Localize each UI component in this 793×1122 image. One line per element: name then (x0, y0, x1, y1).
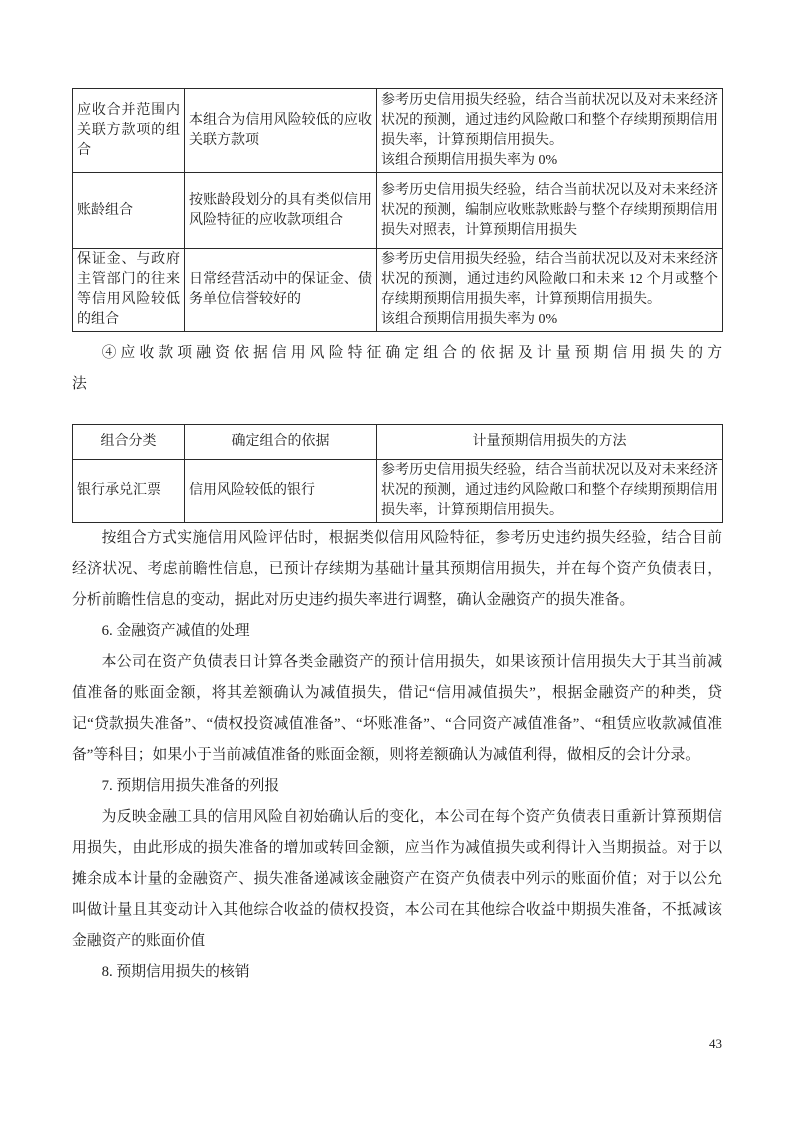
note4-line1: ④应收款项融资依据信用风险特征确定组合的依据及计量预期信用损失的方 (101, 345, 722, 361)
portfolio-basis-cell: 按账龄段划分的具有类似信用风险特征的应收款项组合 (185, 173, 377, 249)
method-note-text: 该组合预期信用损失率为 0% (381, 152, 558, 168)
portfolio-basis-cell: 信用风险较低的银行 (185, 460, 377, 523)
page-number: 43 (709, 1036, 722, 1051)
receivables-portfolio-table (72, 88, 723, 332)
note4-line2: 法 (72, 376, 87, 392)
method-text: 参考历史信用损失经验，结合当前状况以及对未来经济状况的预测，通过违约风险敞口和整个存续期预期信用损失率，计算预期信用损失。 (381, 92, 718, 148)
portfolio-name-cell: 银行承兑汇票 (73, 460, 185, 523)
method-text: 参考历史信用损失经验，结合当前状况以及对未来经济状况的预测，通过违约风险敞口和未来 12 个月或整个存续期预期信用损失率，计算预期信用损失。 (381, 252, 718, 307)
portfolio-basis-cell: 本组合为信用风险较低的应收关联方款项 (185, 89, 377, 173)
presentation-paragraph: 为反映金融工具的信用风险自初始确认后的变化，本公司在每个资产负债表日重新计算预期信用损失，由此形成的损失准备的增加或转回金额，应当作为减值损失或利得计入当期损益。对于以摊余成本计量的金融资产、损失准备递减该金融资产在资产负债表中列示的账面价值；对于以公允叫做计量且其变动计入其他综合收益的债权投资，本公司在其他综合收益中期损失准备，不抵减该金融资产的账面价值 (72, 809, 722, 949)
table-row-bank-acceptance (73, 460, 723, 523)
financing-portfolio-table (72, 424, 723, 523)
method-note-text: 该组合预期信用损失率为 0% (381, 312, 558, 327)
table-row-aging (73, 173, 723, 249)
portfolio-method-cell (377, 249, 723, 332)
portfolio-method-cell (377, 89, 723, 173)
portfolio-name-cell: 保证金、与政府主管部门的往来等信用风险较低的组合 (73, 249, 185, 332)
portfolio-name-cell: 账龄组合 (73, 173, 185, 249)
assessment-paragraph: 按组合方式实施信用风险评估时，根据类似信用风险特征，参考历史违约损失经验，结合目前经济状况、考虑前瞻性信息，已预计存续期为基础计量其预期信用损失，并在每个资产负债表日，分析前瞻性信息的变动，据此对历史违约损失率进行调整，确认金融资产的损失准备。 (72, 530, 722, 608)
portfolio-method-cell (377, 173, 723, 249)
method-text: 参考历史信用损失经验，结合当前状况以及对未来经济状况的预测，编制应收账款账龄与整个存续期预期信用损失对照表，计算预期信用损失 (381, 182, 718, 238)
header-portfolio-basis: 确定组合的依据 (185, 425, 377, 460)
table-row-deposits (73, 249, 723, 332)
portfolio-method-cell: 参考历史信用损失经验，结合当前状况以及对未来经济状况的预测，通过违约风险敞口和整个存续期预期信用损失率，计算预期信用损失。 (377, 460, 723, 523)
header-portfolio-class: 组合分类 (73, 425, 185, 460)
table-header-row (73, 425, 723, 460)
table-row-related-parties (73, 89, 723, 173)
section-7-heading: 7. 预期信用损失准备的列报 (101, 778, 280, 794)
portfolio-name-cell: 应收合并范围内关联方款项的组合 (73, 89, 185, 173)
impairment-paragraph: 本公司在资产负债表日计算各类金融资产的预计信用损失，如果该预计信用损失大于其当前减值准备的账面金额，将其差额确认为减值损失，借记“信用减值损失”，根据金融资产的种类，贷记“贷款损失准备”、“债权投资减值准备”、“坏账准备”、“合同资产减值准备”、“租赁应收款减值准备”等科目；如果小于当前减值准备的账面金额，则将差额确认为减值利得，做相反的会计分录。 (72, 654, 722, 763)
note4-paragraph (72, 338, 722, 400)
section-8-heading: 8. 预期信用损失的核销 (101, 964, 250, 980)
section-6-heading: 6. 金融资产减值的处理 (101, 623, 250, 639)
header-ecl-method: 计量预期信用损失的方法 (377, 425, 723, 460)
portfolio-basis-cell: 日常经营活动中的保证金、债务单位信誉较好的 (185, 249, 377, 332)
